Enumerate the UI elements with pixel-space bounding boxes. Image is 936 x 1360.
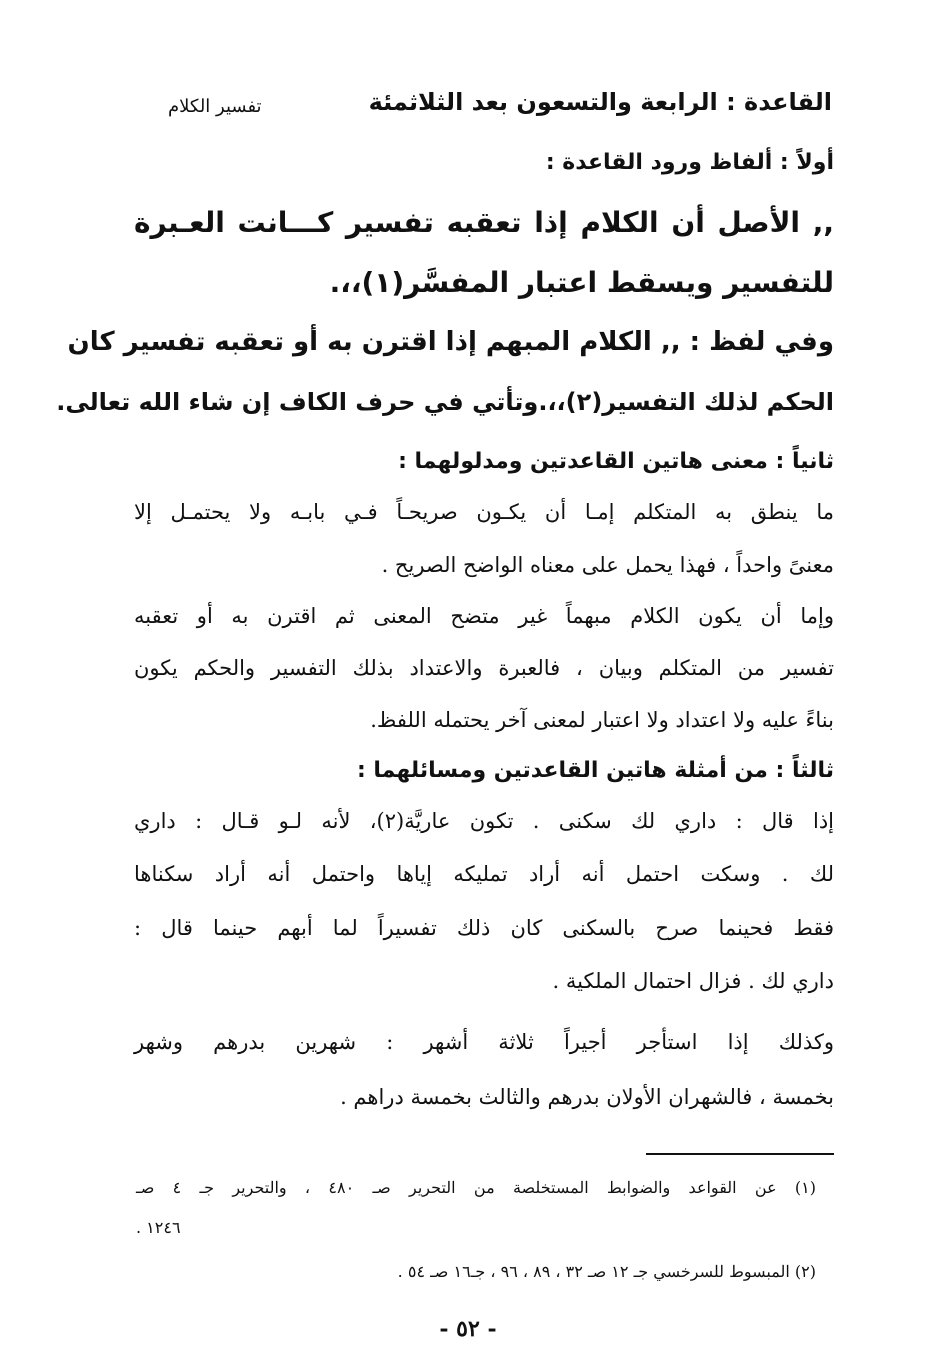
section-heading-1: أولاً : ألفاظ ورود القاعدة :	[545, 150, 834, 175]
paragraph-line: بناءً عليه ولا اعتداد ولا اعتبار لمعنى آخر يحتمله اللفظ.	[370, 708, 834, 732]
paragraph-line: إذا قال : داري لك سكنى . تكون عاريَّة(٢)، لأنه لـو قـال : داري	[134, 809, 835, 833]
quote-line: ,, الأصل أن الكلام إذا تعقبه تفسير كـــانت العـبرة	[134, 206, 834, 239]
paragraph-line: بخمسة ، فالشهران الأولان بدرهم والثالث بخمسة دراهم .	[340, 1085, 834, 1109]
alt-wording-line: وفي لفظ : ,, الكلام المبهم إذا اقترن به أو تعقبه تفسير كان	[67, 327, 834, 357]
paragraph-line: معنىً واحداً ، فهذا يحمل على معناه الواضح الصريح .	[381, 553, 834, 577]
quote-line: للتفسير ويسقط اعتبار المفسَّر(١)،،.	[329, 266, 834, 299]
paragraph-line: داري لك . فزال احتمال الملكية .	[552, 969, 834, 993]
paragraph-line: وكذلك إذا استأجر أجيراً ثلاثة أشهر : شهرين بدرهم وشهر	[134, 1030, 834, 1054]
rule-title: القاعدة : الرابعة والتسعون بعد الثلاثمئة	[368, 88, 832, 116]
footnote-separator	[646, 1153, 834, 1155]
section-heading-3: ثالثاً : من أمثلة هاتين القاعدتين ومسائلهما :	[356, 758, 834, 783]
paragraph-line: وإما أن يكون الكلام مبهماً غير متضح المعنى ثم اقترن به أو تعقبه	[134, 604, 834, 628]
running-header-topic: تفسير الكلام	[168, 96, 262, 117]
page-number: - ٥٢ -	[439, 1316, 497, 1342]
footnote-1: (١) عن القواعد والضوابط المستخلصة من التحرير صـ ٤٨٠ ، والتحرير جـ ٤ صـ	[136, 1178, 817, 1197]
paragraph-line: فقط فحينما صرح بالسكنى كان ذلك تفسيراً لما أبهم حينما قال :	[134, 916, 834, 940]
alt-wording-line: الحكم لذلك التفسير(٢)،،.وتأتي في حرف الكاف إن شاء الله تعالى.	[56, 388, 834, 416]
paragraph-line: تفسير من المتكلم وبيان ، فالعبرة والاعتداد بذلك التفسير والحكم يكون	[134, 656, 834, 680]
section-heading-2: ثانياً : معنى هاتين القاعدتين ومدلولهما :	[398, 449, 834, 474]
paragraph-line: لك . وسكت احتمل أنه أراد تمليكه إياها واحتمل أنه أراد سكناها	[134, 862, 834, 886]
paragraph-line: ما ينطق به المتكلم إمـا أن يكـون صريحـاً فـي بابـه ولا يحتمـل إلا	[134, 500, 834, 524]
footnote-2: (٢) المبسوط للسرخسي جـ ١٢ صـ ٣٢ ، ٨٩ ، ٩٦ ، جـ١٦ صـ ٥٤ .	[397, 1262, 816, 1281]
footnote-1-continuation: ١٢٤٦ .	[136, 1218, 181, 1237]
